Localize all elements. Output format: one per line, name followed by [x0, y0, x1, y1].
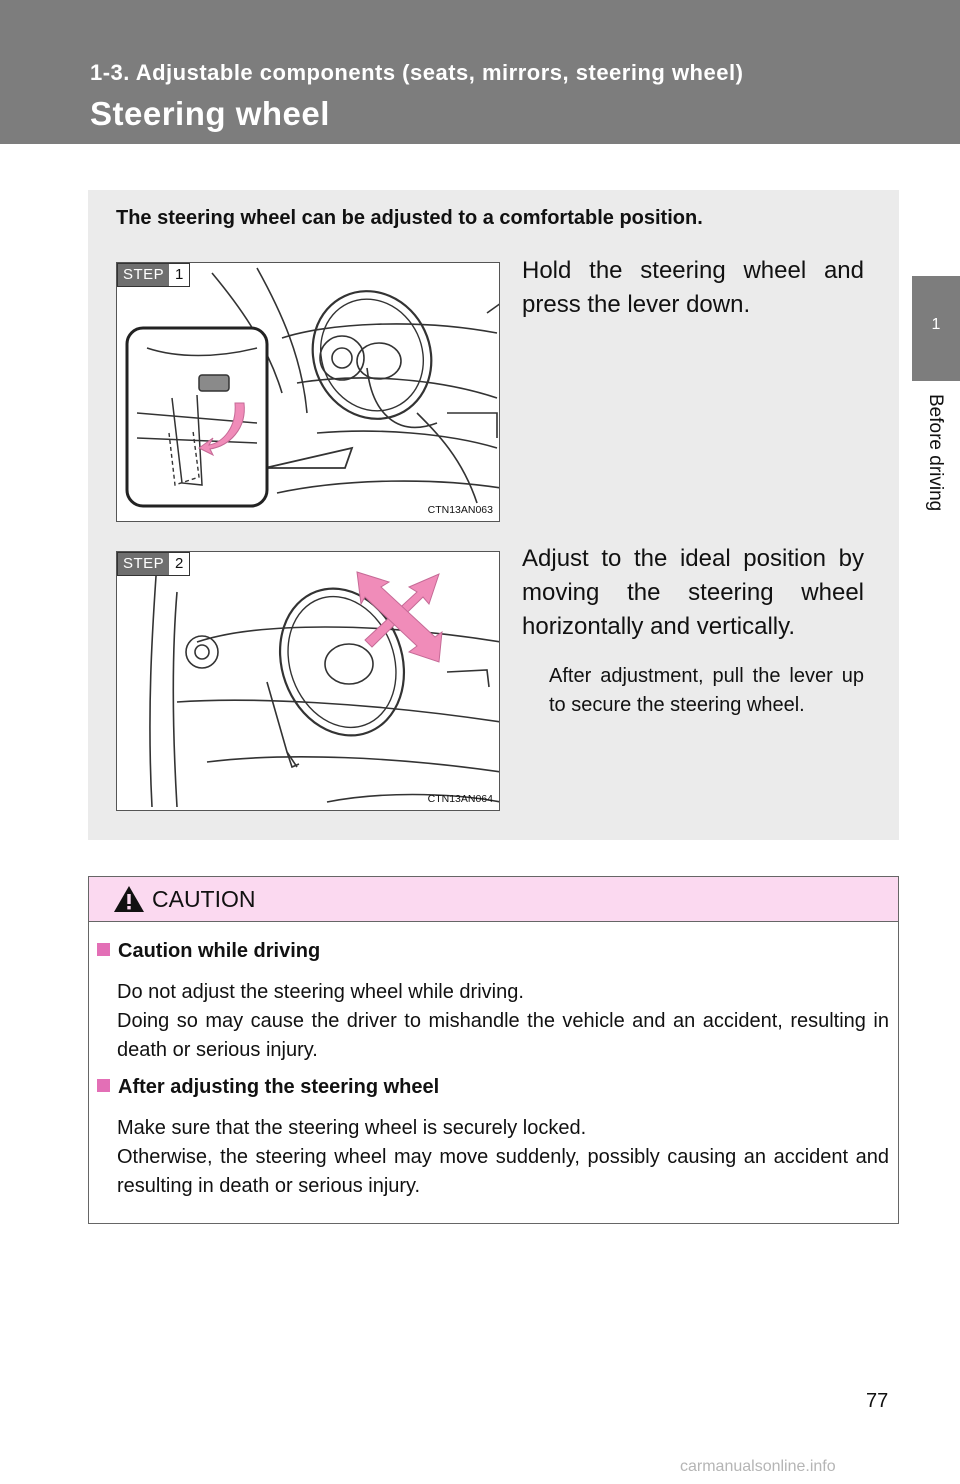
step2-badge-label: STEP [118, 553, 169, 575]
caution-header [89, 877, 898, 922]
intro-text: The steering wheel can be adjusted to a comfortable position. [116, 207, 703, 229]
step2-illustration [116, 551, 500, 811]
chapter-label: Before driving [925, 394, 946, 512]
section-title: 1-3. Adjustable components (seats, mirrors, steering wheel) [90, 60, 744, 85]
watermark: carmanualsonline.info [680, 1458, 836, 1475]
caution-line-1b: Doing so may cause the driver to mishandle the vehicle and an accident, resulting in death or serious injury. [117, 1010, 889, 1061]
caution-line-2b: Otherwise, the steering wheel may move suddenly, possibly causing an accident and resulting in death or serious injury. [117, 1146, 889, 1197]
step2-badge [117, 552, 190, 576]
step2-figure-code: CTN13AN064 [427, 793, 493, 805]
steering-adjust-illustration [117, 552, 500, 811]
caution-title: CAUTION [152, 886, 256, 912]
step1-badge [117, 263, 190, 287]
page-header [0, 0, 960, 144]
step2-text: Adjust to the ideal position by moving the steering wheel horizontally and vertically. [522, 545, 864, 640]
step1-figure-code: CTN13AN063 [427, 504, 493, 516]
pink-bullet-icon [97, 943, 110, 956]
step1-badge-number: 1 [175, 266, 184, 283]
step2-note: After adjustment, pull the lever up to secure the steering wheel. [549, 665, 864, 716]
caution-heading-2 [97, 1076, 439, 1099]
lever-illustration [117, 263, 500, 522]
step1-badge-label: STEP [118, 264, 169, 286]
step1-illustration [116, 262, 500, 522]
caution-heading-1 [97, 940, 320, 963]
chapter-label-container [922, 394, 946, 534]
step2-badge-number: 2 [175, 555, 184, 572]
page-title: Steering wheel [90, 95, 330, 132]
caution-heading-2-text: After adjusting the steering wheel [118, 1076, 440, 1098]
caution-line-2a: Make sure that the steering wheel is securely locked. [117, 1117, 587, 1139]
step1-text: Hold the steering wheel and press the lever down. [522, 257, 864, 318]
pink-bullet-icon [97, 1079, 110, 1092]
caution-line-1a: Do not adjust the steering wheel while driving. [117, 981, 524, 1003]
chapter-number: 1 [931, 316, 941, 333]
caution-heading-1-text: Caution while driving [118, 940, 321, 962]
page-number: 77 [866, 1390, 889, 1412]
caution-box [88, 876, 899, 1224]
chapter-tab [912, 276, 960, 381]
warning-triangle-icon [113, 885, 145, 913]
